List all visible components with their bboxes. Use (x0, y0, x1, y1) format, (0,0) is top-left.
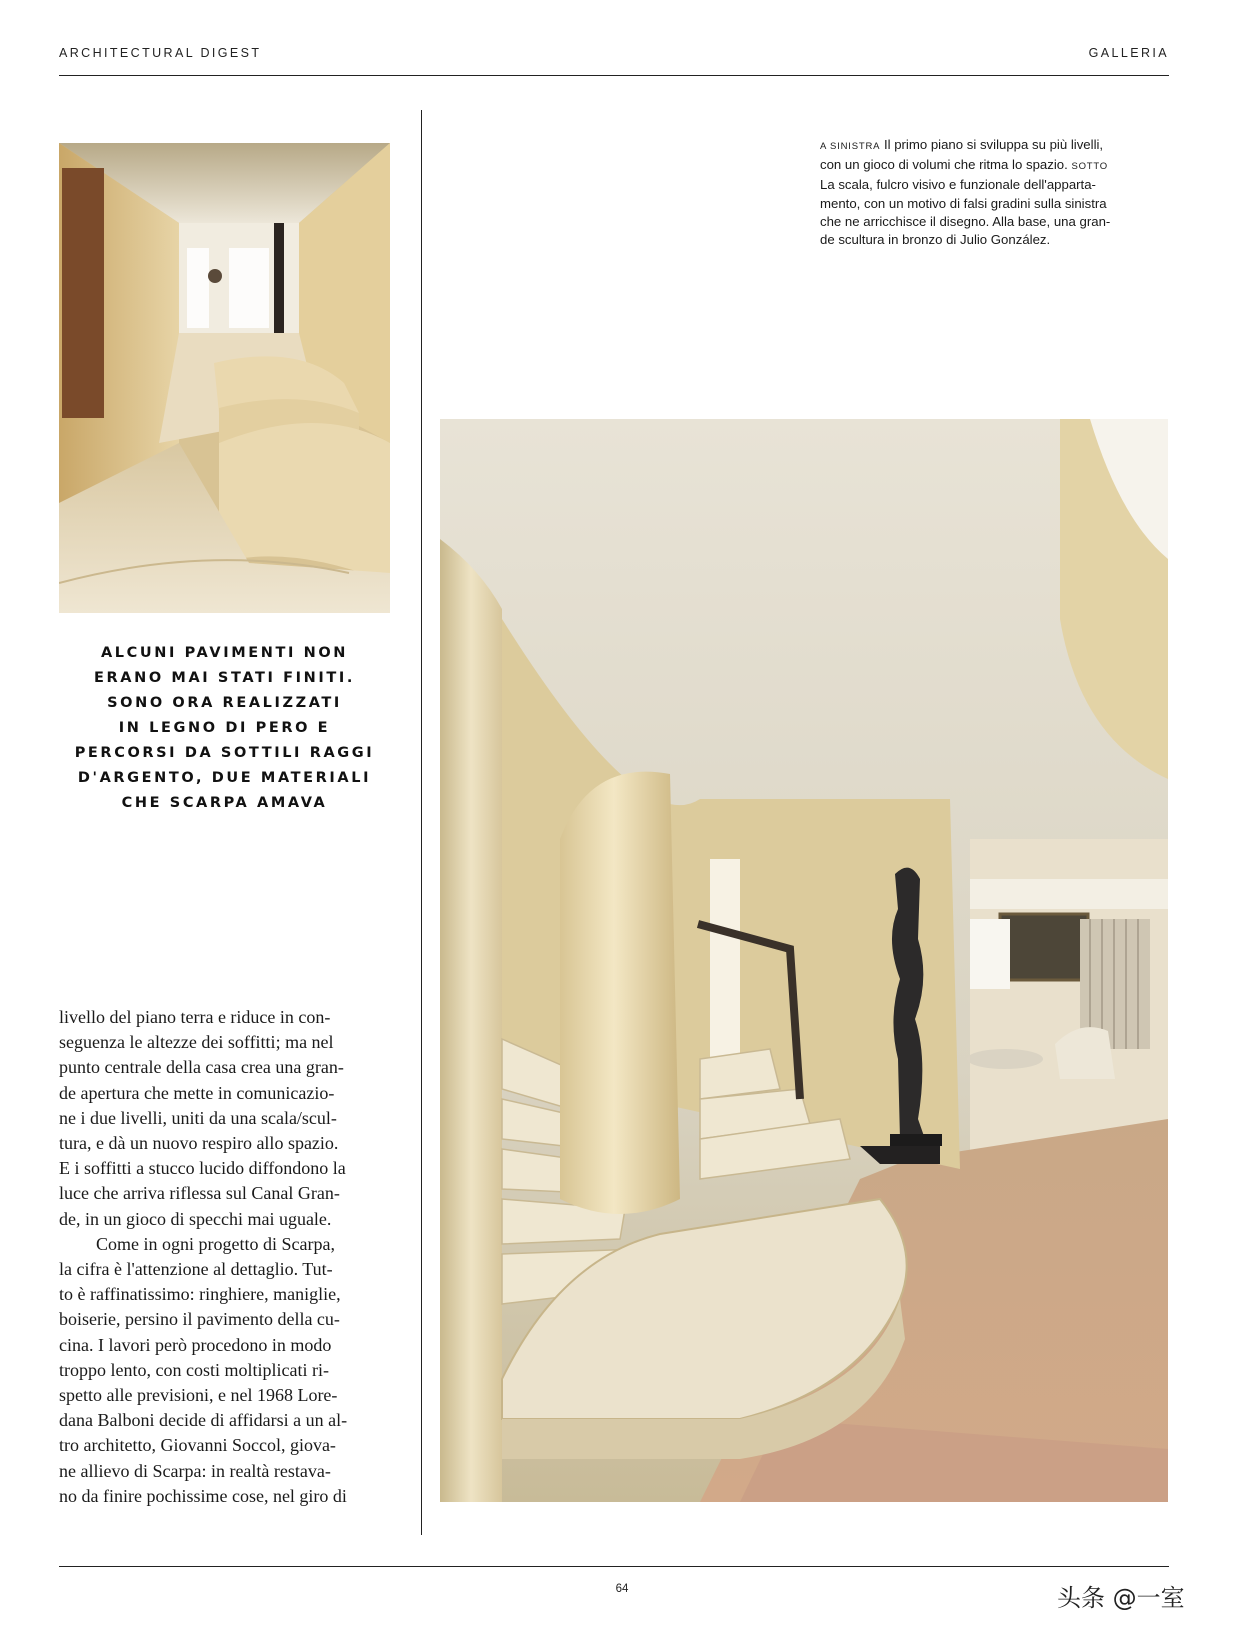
body-line: luce che arriva riflessa sul Canal Gran- (59, 1183, 340, 1204)
body-line: troppo lento, con costi moltiplicati ri- (59, 1359, 329, 1380)
body-line: seguenza le altezze dei soffitti; ma nel (59, 1032, 334, 1053)
header-rule (59, 75, 1169, 76)
page-number: 64 (615, 1583, 629, 1595)
footer-rule (59, 1566, 1169, 1567)
pull-quote-line: ERANO MAI STATI FINITI. (94, 670, 355, 686)
pull-quote-line: IN LEGNO DI PERO E (118, 720, 331, 736)
pull-quote-line: PERCORSI DA SOTTILI RAGGI (74, 745, 375, 761)
caption-line: mento, con un motivo di falsi gradini sulla sinistra (820, 195, 1107, 211)
body-line: ne i due livelli, uniti da una scala/scul- (59, 1107, 337, 1128)
body-text (59, 1005, 391, 1509)
body-line: no da finire pochissime cose, nel giro di (59, 1485, 347, 1506)
pull-quote-line: ALCUNI PAVIMENTI NON (100, 645, 348, 661)
watermark: 头条 @一室 (1057, 1584, 1185, 1612)
section-title: GALLERIA (1088, 46, 1169, 60)
body-line: dana Balboni decide di affidarsi a un al- (59, 1410, 348, 1431)
caption-line: La scala, fulcro visivo e funzionale dell'apparta- (820, 177, 1096, 193)
pull-quote-line: CHE SCARPA AMAVA (121, 795, 328, 811)
caption-text: con un gioco di volumi che ritma lo spazio. (820, 157, 1068, 173)
body-line: Come in ogni progetto di Scarpa, (96, 1233, 335, 1254)
caption-line: che ne arricchisce il disegno. Alla base, una gran- (820, 213, 1111, 229)
pull-quote-line: SONO ORA REALIZZATI (107, 695, 342, 711)
pull-quote-line: D'ARGENTO, DUE MATERIALI (77, 770, 372, 786)
body-line: ne allievo di Scarpa: in realtà restava- (59, 1460, 331, 1481)
column-divider (421, 110, 422, 1535)
pull-quote (59, 641, 390, 816)
magazine-title: ARCHITECTURAL DIGEST (59, 46, 262, 60)
caption-text: Il primo piano si sviluppa su più livelli, (883, 137, 1104, 152)
photo-caption (820, 136, 1168, 249)
caption-line (820, 136, 1168, 156)
body-line: livello del piano terra e riduce in con- (59, 1007, 331, 1027)
caption-label-below: SOTTO (1071, 161, 1108, 173)
body-line: boiserie, persino il pavimento della cu- (59, 1309, 340, 1330)
staircase-photo (440, 419, 1168, 1502)
corridor-photo (59, 143, 390, 613)
body-line: E i soffitti a stucco lucido diffondono la (59, 1158, 346, 1179)
body-line: to è raffinatissimo: ringhiere, maniglie, (59, 1284, 341, 1305)
body-line: punto centrale della casa crea una gran- (59, 1057, 344, 1078)
body-line: tura, e dà un nuovo respiro allo spazio. (59, 1133, 339, 1154)
body-line: spetto alle previsioni, e nel 1968 Lore- (59, 1385, 338, 1406)
body-line: de apertura che mette in comunicazio- (59, 1082, 335, 1103)
caption-line: de scultura in bronzo di Julio González. (820, 232, 1051, 248)
body-line: cina. I lavori però procedono in modo (59, 1334, 332, 1355)
body-line: de, in un gioco di specchi mai uguale. (59, 1208, 332, 1229)
caption-line (820, 156, 1168, 176)
body-line: la cifra è l'attenzione al dettaglio. Tut- (59, 1259, 333, 1280)
caption-label-left: A SINISTRA (820, 141, 881, 152)
body-line: tro architetto, Giovanni Soccol, giova- (59, 1435, 336, 1456)
